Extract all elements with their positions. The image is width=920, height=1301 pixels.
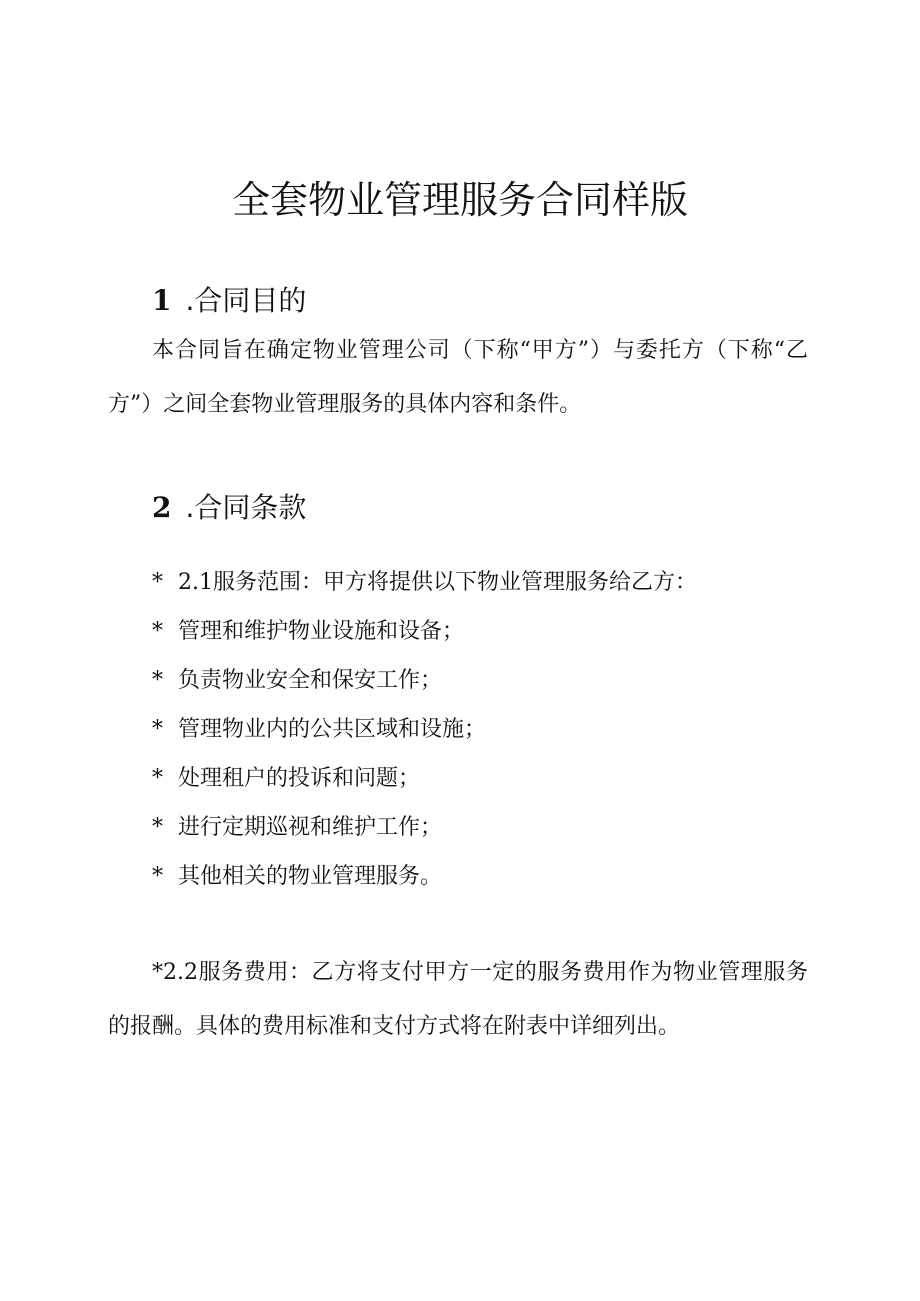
list-item-text: 负责物业安全和保安工作；	[178, 668, 443, 693]
list-item-text: 管理物业内的公共区域和设施；	[178, 717, 487, 742]
service-scope-list	[152, 558, 812, 901]
list-item	[152, 607, 812, 656]
list-item-text: 处理租户的投诉和问题；	[178, 766, 421, 791]
bullet-star: *	[152, 815, 163, 840]
list-item	[152, 852, 812, 901]
bullet-star: *	[152, 668, 163, 693]
list-item	[152, 656, 812, 705]
list-item	[152, 754, 812, 803]
list-item-text: 其他相关的物业管理服务。	[178, 864, 443, 889]
section-1-heading	[152, 281, 306, 321]
list-item	[152, 705, 812, 754]
section-2-number: 2	[152, 491, 172, 524]
section-2-heading	[152, 488, 306, 528]
section-1-title: .合同目的	[185, 284, 307, 317]
list-item-text: 进行定期巡视和维护工作；	[178, 815, 443, 840]
bullet-star: *	[152, 570, 163, 595]
list-item-text: 管理和维护物业设施和设备；	[178, 619, 465, 644]
bullet-star: *	[152, 619, 163, 644]
list-item	[152, 803, 812, 852]
bullet-star: *	[152, 864, 163, 889]
list-item	[152, 558, 812, 607]
section-2-title: .合同条款	[185, 491, 307, 524]
list-item-text: 2.1服务范围：甲方将提供以下物业管理服务给乙方：	[178, 570, 697, 595]
bullet-star: *	[152, 766, 163, 791]
document-title: 全套物业管理服务合同样版	[231, 178, 688, 222]
purpose-paragraph: 本合同旨在确定物业管理公司（下称“甲方”）与委托方（下称“乙方”）之间全套物业管理服务的具体内容和条件。	[108, 338, 808, 417]
section-1-number: 1	[152, 284, 172, 317]
service-fee-paragraph: *2.2服务费用：乙方将支付甲方一定的服务费用作为物业管理服务的报酬。具体的费用标准和支付方式将在附表中详细列出。	[108, 960, 808, 1039]
bullet-star: *	[152, 717, 163, 742]
